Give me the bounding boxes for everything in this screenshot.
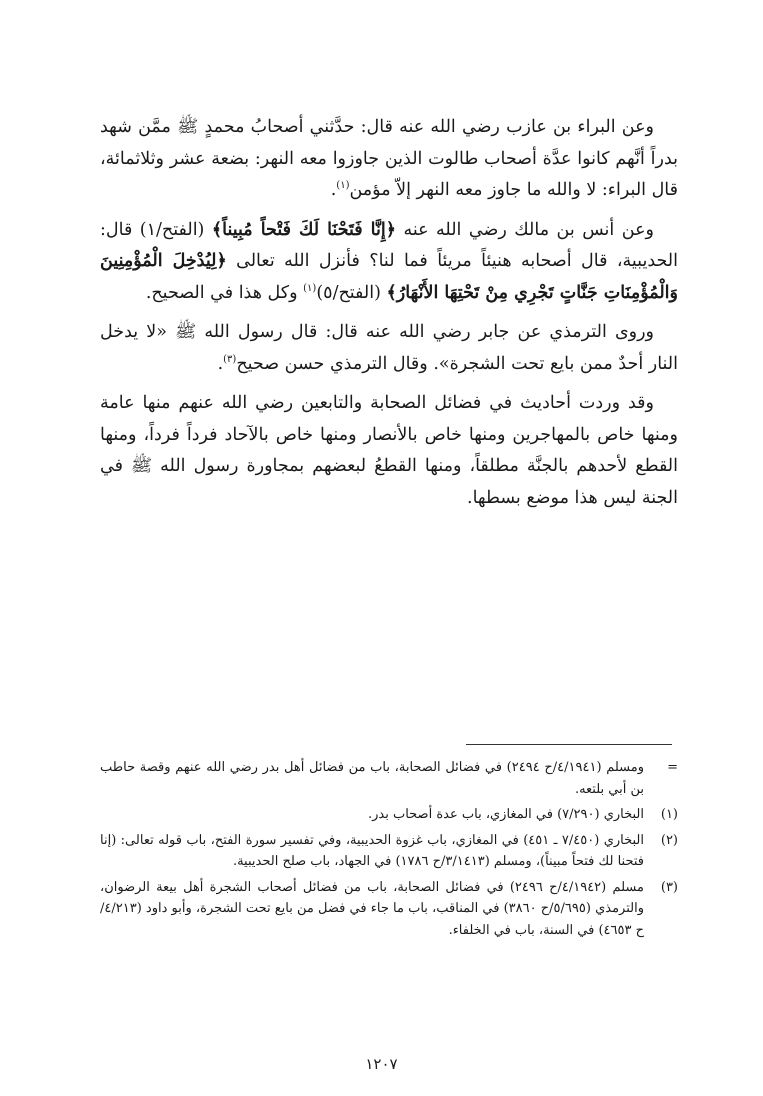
text-span: وروى الترمذي عن جابر رضي الله عنه قال: قال رسول الله ﷺ «لا يدخل النار أحدٌ ممن بايع تحت الشجرة». وقال الترمذي حسن صحيح [100, 322, 678, 374]
footnote-3 [100, 877, 678, 942]
text-span: (الفتح/١) قال: الحديبية، قال أصحابه هنيئاً مريئاً فما لنا؟ فأنزل الله تعالى [100, 219, 678, 271]
footnote-2 [100, 830, 678, 873]
text-span: . [330, 180, 337, 200]
text-span: وكل هذا في الصحيح. [145, 282, 304, 303]
text-span: (الفتح/٥) [316, 282, 387, 303]
footnote-text: ومسلم (٤/١٩٤١/ح ٢٤٩٤) في فضائل الصحابة، باب من فضائل أهل بدر رضي الله عنهم وقصة حاطب بن أبي بلتعه. [100, 760, 645, 797]
paragraph-2 [100, 215, 678, 310]
text-span: وقد وردت أحاديث في فضائل الصحابة والتابعين رضي الله عنهم منها عامة ومنها خاص بالمهاجرين ومنها خاص بالأنصار ومنها خاص بالآحاد فرداً فرداً، ومنها القطع لأحدهم بالجنَّة مطلقاً، ومنها القطعُ لبعضهم بمجاورة رسول الله ﷺ في الجنة ليس هذا موضع بسطها. [100, 393, 678, 508]
footnote-separator [466, 744, 672, 745]
quran-verse: ﴿إِنَّا فَتَحْنَا لَكَ فَتْحاً مُبِيناً﴾ [211, 219, 396, 240]
footnote-text: البخاري (٧/٢٩٠) في المغازي، باب عدة أصحاب بدر. [367, 807, 644, 822]
paragraph-4 [100, 388, 678, 514]
main-text [100, 112, 678, 522]
footnote-marker: (١) [660, 807, 678, 822]
text-span: وعن أنس بن مالك رضي الله عنه [395, 219, 654, 240]
footnote-1 [100, 804, 678, 826]
footnote-text: مسلم (٤/١٩٤٢/ح ٢٤٩٦) في فضائل الصحابة، باب من فضائل أصحاب الشجرة أهل بيعة الرضوان، والترمذي (٥/٦٩٥/ح ٣٨٦٠) في المناقب، باب ما جاء في فضل من بايع تحت الشجرة، وأبو داود (٤/٢١٣/ح ٤٦٥٣) في السنة، باب في الخلفاء. [100, 879, 644, 938]
quran-verse: ﴿لِيُدْخِلَ الْمُؤْمِنِينَ وَالْمُؤْمِنَاتِ جَنَّاتٍ تَجْرِي مِنْ تَحْتِهَا الأَنْهَارُ﴾ [100, 251, 678, 303]
page-number: ١٢٠٧ [365, 1055, 398, 1073]
footnote-continued [100, 757, 678, 800]
text-span: وعن البراء بن عازب رضي الله عنه قال: حدَّثني أصحابُ محمدٍ ﷺ ممَّن شهد بدراً أنَّهم كانوا عدَّة أصحاب طالوت الذين جاوزوا معه النهر: بضعة عشر وثلاثمائة، قال البراء: لا والله ما جاوز معه النهر إلاّ مؤمن [100, 117, 678, 200]
footnote-ref: (١) [336, 180, 350, 192]
footnote-marker: (٢) [660, 832, 678, 848]
footnote-marker: = [667, 760, 678, 775]
paragraph-3 [100, 317, 678, 380]
footnotes [100, 757, 678, 945]
paragraph-1 [100, 112, 678, 207]
footnote-ref: (١) [303, 282, 317, 294]
footnote-marker: (٣) [660, 879, 678, 895]
footnote-ref: (٣) [223, 353, 237, 365]
text-span: . [217, 353, 224, 374]
footnote-text: البخاري (٧/٤٥٠ ـ ٤٥١) في المغازي، باب غزوة الحديبية، وفي تفسير سورة الفتح، باب قوله تعالى: (إنا فتحنا لك فتحاً مبيناً)، ومسلم (٣/١٤١٣/ح ١٧٨٦) في الجهاد، باب صلح الحديبية. [100, 832, 644, 869]
